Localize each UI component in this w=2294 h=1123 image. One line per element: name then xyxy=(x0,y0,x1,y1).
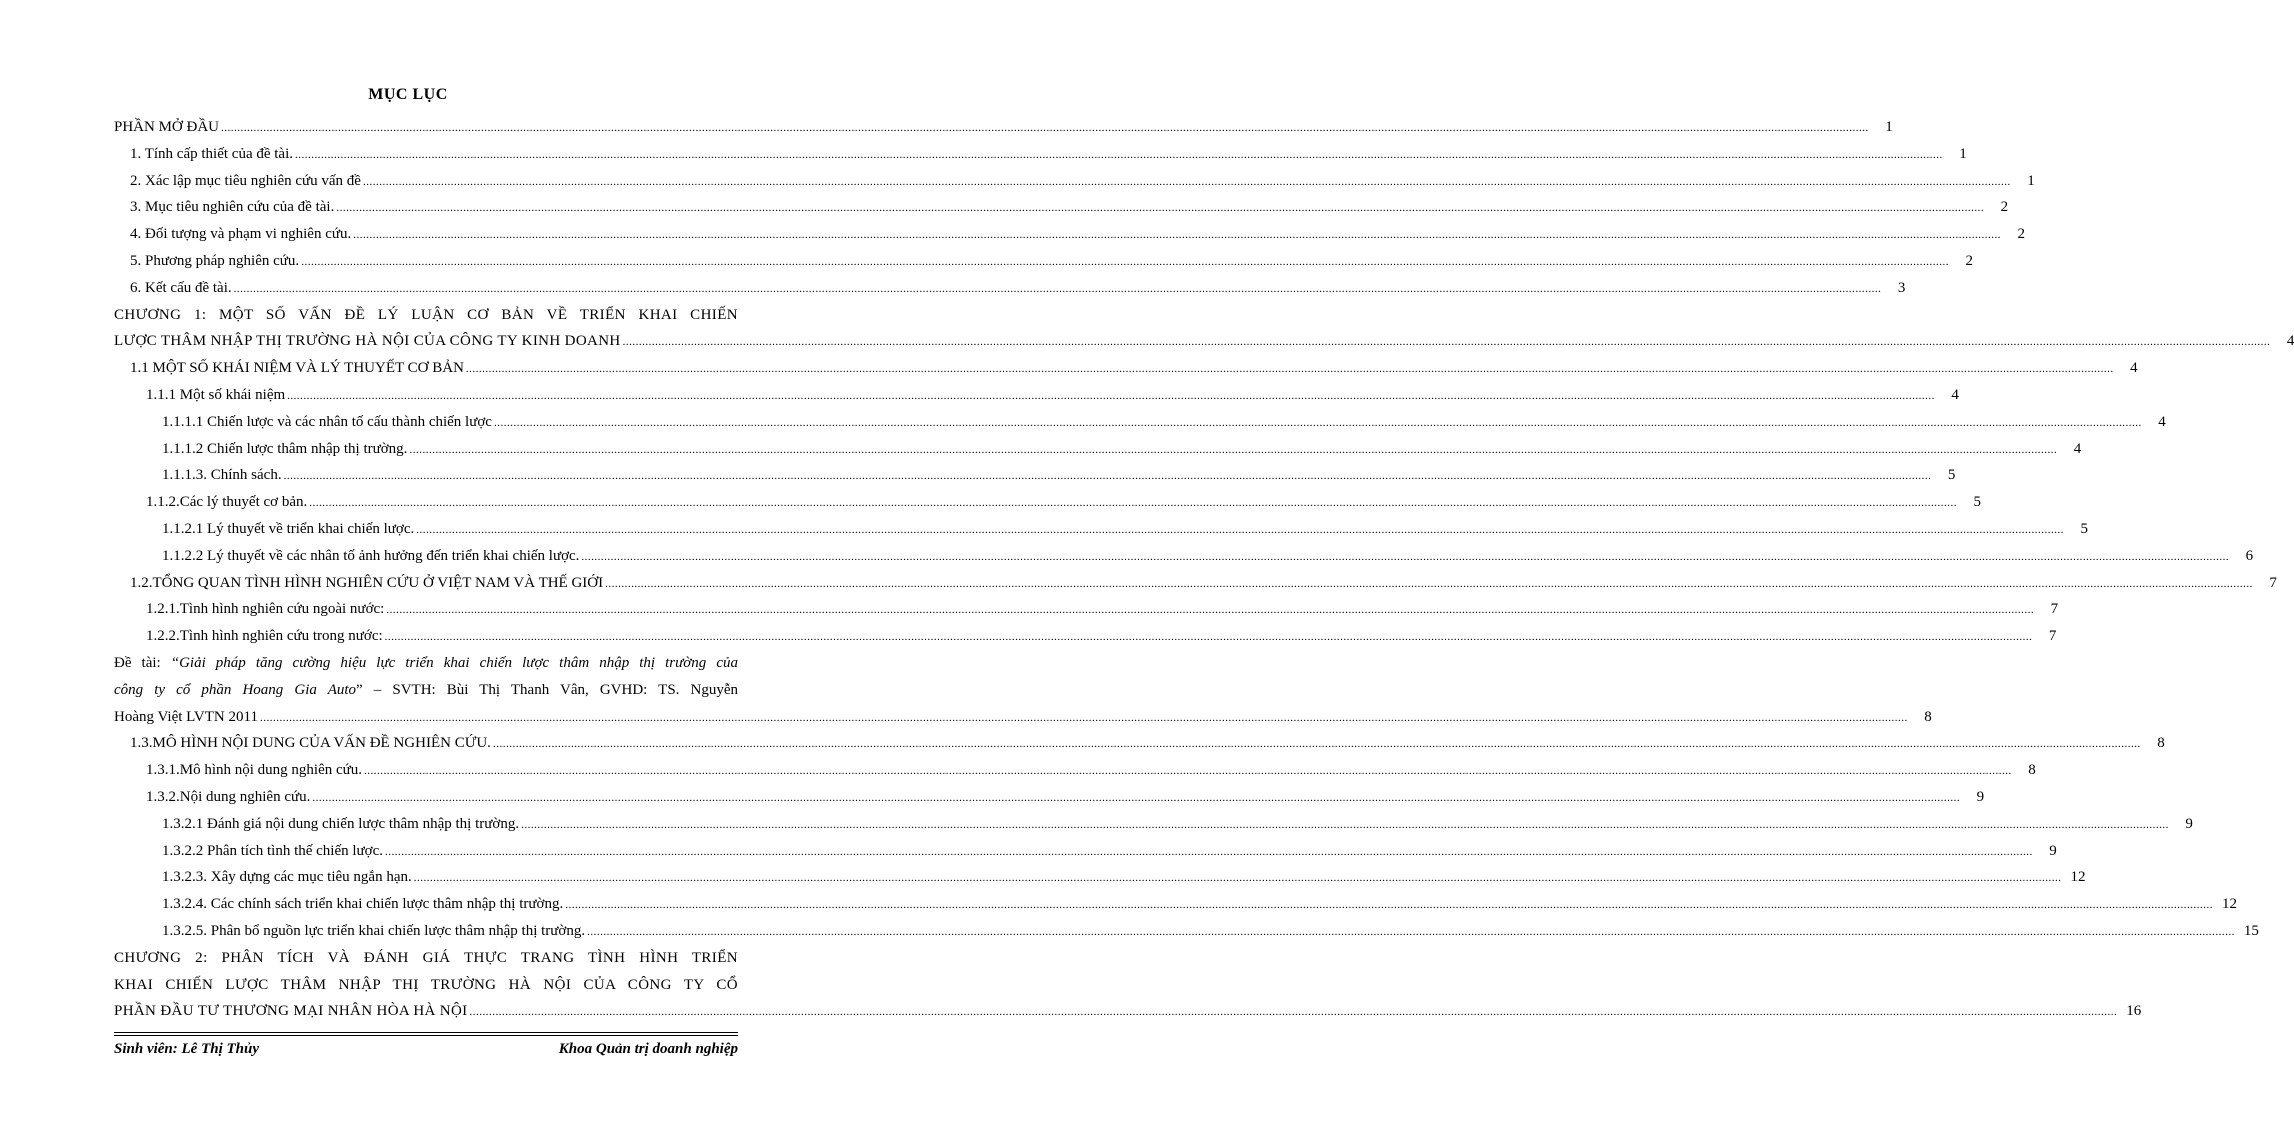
toc-entry-page: 1 xyxy=(1885,119,1893,135)
leader-dots xyxy=(384,597,2036,624)
toc-entry xyxy=(114,623,2057,650)
footer-student: Sinh viên: Lê Thị Thủy xyxy=(114,1041,260,1057)
toc-entry-page: 1 xyxy=(2027,172,2035,189)
toc-entry-label: 2. Xác lập mục tiêu nghiên cứu vấn đề xyxy=(130,172,361,189)
chapter-2-line-3: PHẦN ĐẦU TƯ THƯƠNG MẠI NHÂN HÒA HÀ NỘI ..... 16 xyxy=(114,998,738,1025)
toc-section-1-3 xyxy=(114,730,2259,944)
toc-entry-label: 1.1.1.3. Chính sách. xyxy=(162,467,282,484)
leader-dots xyxy=(492,410,2144,437)
toc-entry-label: 1.1.1.1 Chiến lược và các nhân tố cấu thành chiến lược xyxy=(162,413,492,430)
leader-dots xyxy=(468,999,2120,1026)
toc-entry-page: 15 xyxy=(2243,922,2259,939)
toc-entry-page: 8 xyxy=(2028,762,2036,779)
toc-entry-page: 7 xyxy=(2048,628,2057,645)
leader-dots xyxy=(293,142,1945,169)
toc-entry xyxy=(114,382,1959,409)
leader-dots xyxy=(563,892,2215,919)
leader-dots xyxy=(579,544,2231,571)
leader-dots xyxy=(285,383,1937,410)
toc-entry-page: 4 xyxy=(1951,386,1959,403)
toc-entry-label: 1.3.2.3. Xây dựng các mục tiêu ngắn hạn. xyxy=(162,869,412,886)
leader-dots xyxy=(491,731,2143,758)
toc-entry xyxy=(114,221,2025,248)
leader-dots xyxy=(219,115,1871,142)
chapter-1-line-2: LƯỢC THÂM NHẬP THỊ TRƯỜNG HÀ NỘI CỦA CÔNG TY KINH DOANH ..... 4 xyxy=(114,328,738,355)
toc-entry xyxy=(114,918,2259,945)
toc-entry-page: 4 xyxy=(2073,440,2082,457)
toc-entry xyxy=(114,891,2237,918)
leader-dots xyxy=(307,490,1959,517)
toc-entry-page: 1 xyxy=(1959,145,1967,162)
toc-entry-label: 5. Phương pháp nghiên cứu. xyxy=(130,252,300,269)
toc-entry-label: 1.3.2.Nội dung nghiên cứu. xyxy=(146,788,311,805)
thesis-line-1: Đề tài: “Giải pháp tăng cường hiệu lực triển khai chiến lược thâm nhập thị trường của xyxy=(114,654,738,671)
leader-dots xyxy=(464,356,2116,383)
thesis-line-3: Hoàng Việt LVTN 2011 ..... 8 xyxy=(114,704,738,731)
leader-dots xyxy=(334,195,1986,222)
toc-entry-label: 1.3.2.2 Phân tích tình thế chiến lược. xyxy=(162,842,384,859)
toc-entry xyxy=(114,811,2193,838)
toc-entry-label: 1.2.TỔNG QUAN TÌNH HÌNH NGHIÊN CỨU Ở VIỆT NAM VÀ THẾ GIỚI xyxy=(130,574,604,591)
toc-entry xyxy=(114,757,2036,784)
footer-rule-top xyxy=(114,1032,738,1033)
toc-entry-page: 9 xyxy=(1976,788,1985,805)
leader-dots xyxy=(621,329,2273,356)
leader-dots xyxy=(414,517,2066,544)
chapter-2-line-2: KHAI CHIẾN LƯỢC THÂM NHẬP THỊ TRƯỜNG HÀ NỘI CỦA CÔNG TY CỔ xyxy=(114,976,738,993)
toc-entry-page: 5 xyxy=(1947,467,1956,484)
toc-entry-label: 1. Tính cấp thiết của đề tài. xyxy=(130,145,294,162)
thesis-line-2: công ty cổ phần Hoang Gia Auto” – SVTH: Bùi Thị Thanh Vân, GVHD: TS. Nguyễn xyxy=(114,681,738,698)
leader-dots xyxy=(232,276,1884,303)
toc-entry-page: 9 xyxy=(2185,815,2193,832)
page-title: MỤC LỤC xyxy=(368,86,448,103)
leader-dots xyxy=(383,839,2035,866)
toc-entry-label: 1.3.2.1 Đánh giá nội dung chiến lược thâm nhập thị trường. xyxy=(162,815,520,832)
toc-entry-label: 1.1.2.Các lý thuyết cơ bản. xyxy=(146,494,308,511)
leader-dots xyxy=(412,865,2064,892)
toc-entry-label: PHẦN MỞ ĐẦU xyxy=(114,119,220,135)
toc-entry-page: 3 xyxy=(1897,279,1906,296)
page-footer xyxy=(114,1041,738,1058)
leader-dots xyxy=(383,624,2035,651)
toc-entry-page: 2 xyxy=(2000,199,2009,216)
toc-entry-label: 1.3.1.Mô hình nội dung nghiên cứu. xyxy=(146,762,363,779)
toc-entry-label: 1.1.2.1 Lý thuyết về triển khai chiến lược. xyxy=(162,520,415,537)
toc-entry xyxy=(114,409,2166,436)
leader-dots xyxy=(361,169,2013,196)
toc-entry xyxy=(114,730,2165,757)
toc-entry-label: 1.1.1 Một số khái niệm xyxy=(146,386,286,403)
toc-entry-page: 9 xyxy=(2049,842,2057,859)
toc-entry-label: 4. Đối tượng và phạm vi nghiên cứu. xyxy=(130,226,352,243)
chapter-2-line-1: CHƯƠNG 2: PHÂN TÍCH VÀ ĐÁNH GIÁ THỰC TRANG TÌNH HÌNH TRIỂN xyxy=(114,949,738,966)
toc-entry-page: 5 xyxy=(1973,494,1981,511)
toc-entry xyxy=(114,114,1893,141)
toc-entry-label: 1.2.1.Tình hình nghiên cứu ngoài nước: xyxy=(146,601,385,618)
toc-entry-page: 4 xyxy=(2130,360,2138,377)
toc-entry xyxy=(114,194,2009,221)
toc-entry-page: 8 xyxy=(2157,735,2165,752)
toc-chapter-2 xyxy=(114,945,2142,1025)
chapter-1-line-1: CHƯƠNG 1: MỘT SỐ VẤN ĐỀ LÝ LUẬN CƠ BẢN VỀ TRIỂN KHAI CHIẾN xyxy=(114,306,738,323)
toc-entry xyxy=(114,838,2057,865)
toc-entry xyxy=(114,596,2059,623)
toc-entry-page: 12 xyxy=(2221,896,2237,913)
leader-dots xyxy=(407,437,2059,464)
toc-section-1 xyxy=(114,355,2277,650)
toc-entry-page: 2 xyxy=(2017,226,2025,243)
leader-dots xyxy=(362,758,2014,785)
toc-entry-label: 1.3.2.4. Các chính sách triển khai chiến lược thâm nhập thị trường. xyxy=(162,896,564,913)
toc-entry xyxy=(114,355,2138,382)
toc-entry-page: 5 xyxy=(2080,520,2088,537)
leader-dots xyxy=(585,919,2237,946)
footer-rule-bottom xyxy=(114,1035,738,1036)
leader-dots xyxy=(519,812,2171,839)
toc-entry-label: 1.1.2.2 Lý thuyết về các nhân tố ảnh hưởng đến triển khai chiến lược. xyxy=(162,547,580,564)
toc-entry-label: 3. Mục tiêu nghiên cứu của đề tài. xyxy=(130,199,335,216)
footer-department: Khoa Quản trị doanh nghiệp xyxy=(558,1041,738,1057)
toc-entry-page: 6 xyxy=(2245,547,2254,564)
toc-entry-page: 12 xyxy=(2070,869,2086,886)
leader-dots xyxy=(258,705,1910,732)
toc-entry xyxy=(114,543,2254,570)
toc-entry-page: 4 xyxy=(2158,413,2166,430)
leader-dots xyxy=(282,463,1934,490)
toc-entry xyxy=(114,784,1985,811)
leader-dots xyxy=(310,785,1962,812)
toc-entry-label: 1.1 MỘT SỐ KHÁI NIỆM VÀ LÝ THUYẾT CƠ BẢN xyxy=(130,360,464,377)
toc-entry xyxy=(114,248,1973,275)
toc-entry xyxy=(114,436,2082,463)
toc-entry xyxy=(114,570,2277,597)
toc-thesis-reference xyxy=(114,650,1932,730)
table-of-contents xyxy=(114,114,2294,1025)
toc-section-intro xyxy=(114,114,2035,302)
toc-chapter-1 xyxy=(114,302,2294,356)
toc-entry-label: 1.1.1.2 Chiến lược thâm nhập thị trường. xyxy=(162,440,408,457)
toc-entry xyxy=(114,516,2088,543)
leader-dots xyxy=(603,571,2255,598)
leader-dots xyxy=(299,249,1951,276)
toc-entry-label: 1.2.2.Tình hình nghiên cứu trong nước: xyxy=(146,628,383,645)
toc-entry-label: 1.3.MÔ HÌNH NỘI DUNG CỦA VẤN ĐỀ NGHIÊN CỨU. xyxy=(130,735,491,752)
toc-entry-label: 1.3.2.5. Phân bổ nguồn lực triển khai chiến lược thâm nhập thị trường. xyxy=(162,922,586,939)
toc-entry-label: 6. Kết cấu đề tài. xyxy=(130,279,232,296)
toc-entry-page: 7 xyxy=(2050,601,2059,618)
toc-entry xyxy=(114,168,2035,195)
toc-entry-page: 7 xyxy=(2269,574,2277,591)
toc-entry xyxy=(114,141,1967,168)
toc-entry xyxy=(114,864,2086,891)
leader-dots xyxy=(351,222,2003,249)
toc-entry-page: 2 xyxy=(1965,252,1973,269)
toc-entry xyxy=(114,489,1981,516)
toc-entry xyxy=(114,462,1956,489)
toc-entry xyxy=(114,275,1906,302)
